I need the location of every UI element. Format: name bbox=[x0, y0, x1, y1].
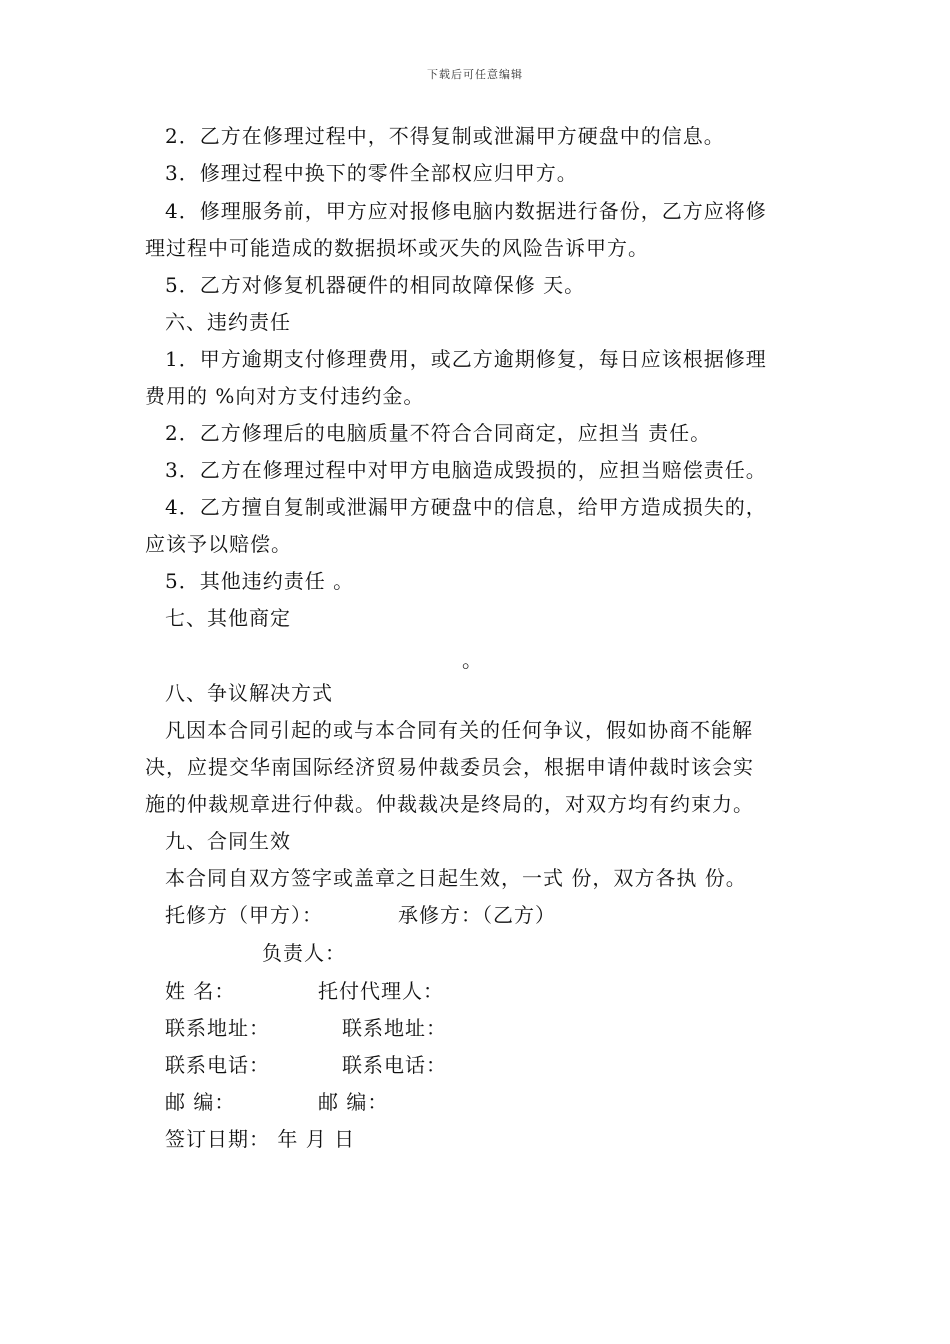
clause-6-4: 4．乙方擅自复制或泄漏甲方硬盘中的信息，给甲方造成损失的， bbox=[165, 495, 767, 519]
section-7-heading: 七、其他商定 bbox=[165, 606, 291, 630]
section-9-para: 本合同自双方签字或盖章之日起生效，一式 份，双方各执 份。 bbox=[165, 866, 747, 890]
party-b-label: 承修方：（乙方） bbox=[398, 903, 556, 927]
clause-6-1-cont: 费用的 %向对方支付违约金。 bbox=[145, 384, 425, 408]
agent-b-label: 托付代理人： bbox=[318, 979, 444, 1003]
responsible-label: 负责人： bbox=[262, 941, 346, 965]
section-8-para-line1: 凡因本合同引起的或与本合同有关的任何争议，假如协商不能解 bbox=[165, 718, 753, 742]
phone-a-label: 联系电话： bbox=[165, 1053, 270, 1077]
page-header: 下载后可任意编辑 bbox=[427, 68, 523, 81]
section-7-blank-end: 。 bbox=[462, 648, 483, 672]
clause-6-4-cont: 应该予以赔偿。 bbox=[145, 532, 292, 556]
party-a-label: 托修方（甲方）： bbox=[165, 903, 323, 927]
clause-5-4-cont: 理过程中可能造成的数据损坏或灭失的风险告诉甲方。 bbox=[145, 236, 649, 260]
clause-5-3: 3．修理过程中换下的零件全部权应归甲方。 bbox=[165, 161, 578, 185]
clause-5-5: 5．乙方对修复机器硬件的相同故障保修 天。 bbox=[165, 273, 586, 297]
clause-6-5: 5．其他违约责任 。 bbox=[165, 569, 355, 593]
postcode-a-label: 邮 编： bbox=[165, 1090, 236, 1114]
phone-b-label: 联系电话： bbox=[342, 1053, 447, 1077]
section-8-heading: 八、争议解决方式 bbox=[165, 681, 333, 705]
postcode-b-label: 邮 编： bbox=[318, 1090, 389, 1114]
clause-5-2: 2．乙方在修理过程中，不得复制或泄漏甲方硬盘中的信息。 bbox=[165, 124, 725, 148]
clause-6-1: 1．甲方逾期支付修理费用，或乙方逾期修复，每日应该根据修理 bbox=[165, 347, 767, 371]
name-a-label: 姓 名： bbox=[165, 979, 236, 1003]
section-6-heading: 六、违约责任 bbox=[165, 310, 291, 334]
clause-5-4: 4．修理服务前，甲方应对报修电脑内数据进行备份，乙方应将修 bbox=[165, 199, 767, 223]
section-8-para-line2: 决，应提交华南国际经济贸易仲裁委员会，根据申请仲裁时该会实 bbox=[145, 755, 754, 779]
address-b-label: 联系地址： bbox=[342, 1016, 447, 1040]
address-a-label: 联系地址： bbox=[165, 1016, 270, 1040]
clause-6-2: 2．乙方修理后的电脑质量不符合合同商定，应担当 责任。 bbox=[165, 421, 712, 445]
signing-date-label: 签订日期： 年 月 日 bbox=[165, 1127, 356, 1151]
clause-6-3: 3．乙方在修理过程中对甲方电脑造成毁损的，应担当赔偿责任。 bbox=[165, 458, 767, 482]
section-9-heading: 九、合同生效 bbox=[165, 829, 291, 853]
section-8-para-line3: 施的仲裁规章进行仲裁。仲裁裁决是终局的，对双方均有约束力。 bbox=[145, 792, 754, 816]
